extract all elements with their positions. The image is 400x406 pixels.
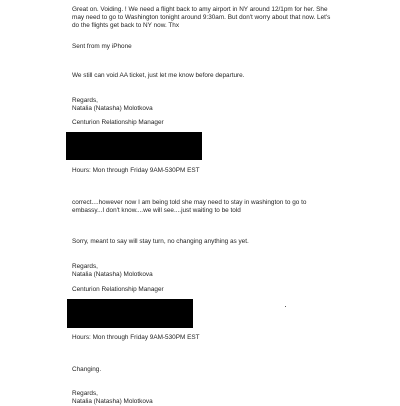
text-line: embassy...I don't know....we will see....just waiting to be told: [72, 207, 241, 215]
signature-name: Natalia (Natasha) Molotkova: [72, 271, 153, 278]
signature-name: Natalia (Natasha) Molotkova: [72, 105, 153, 112]
redaction-block: [67, 299, 193, 328]
signature-title: Centurion Relationship Manager: [72, 119, 164, 126]
changing-note: Changing.: [72, 366, 102, 373]
message-paragraph-washington: [72, 199, 342, 215]
signature-regards: Regards,: [72, 263, 98, 270]
text-line: may need to go to Washington tonight around 9:30am. But don't worry about that now. Let's: [72, 14, 331, 22]
sent-from-line: Sent from my iPhone: [72, 43, 132, 50]
signature-hours: Hours: Mon through Friday 9AM-530PM EST: [72, 334, 200, 341]
message-paragraph-flight-request: [72, 6, 342, 31]
sorry-note: Sorry, meant to say will stay turn, no changing anything as yet.: [72, 238, 249, 245]
signature-title: Centurion Relationship Manager: [72, 286, 164, 293]
redaction-block: [66, 132, 202, 160]
signature-regards: Regards,: [72, 390, 98, 397]
signature-name: Natalia (Natasha) Molotkova: [72, 398, 153, 405]
text-line: do the flights get back to NY now. Thx: [72, 22, 180, 30]
scan-speck: [285, 306, 286, 307]
signature-regards: Regards,: [72, 97, 98, 104]
text-line: correct....however now I am being told she may need to stay in washington to go to: [72, 199, 307, 206]
void-ticket-note: We still can void AA ticket, just let me know before departure.: [72, 72, 245, 79]
text-line: Great on. Voiding. ! We need a flight back to amy airport in NY around 12/1pm for her. She: [72, 6, 328, 13]
signature-hours: Hours: Mon through Friday 9AM-530PM EST: [72, 167, 200, 174]
